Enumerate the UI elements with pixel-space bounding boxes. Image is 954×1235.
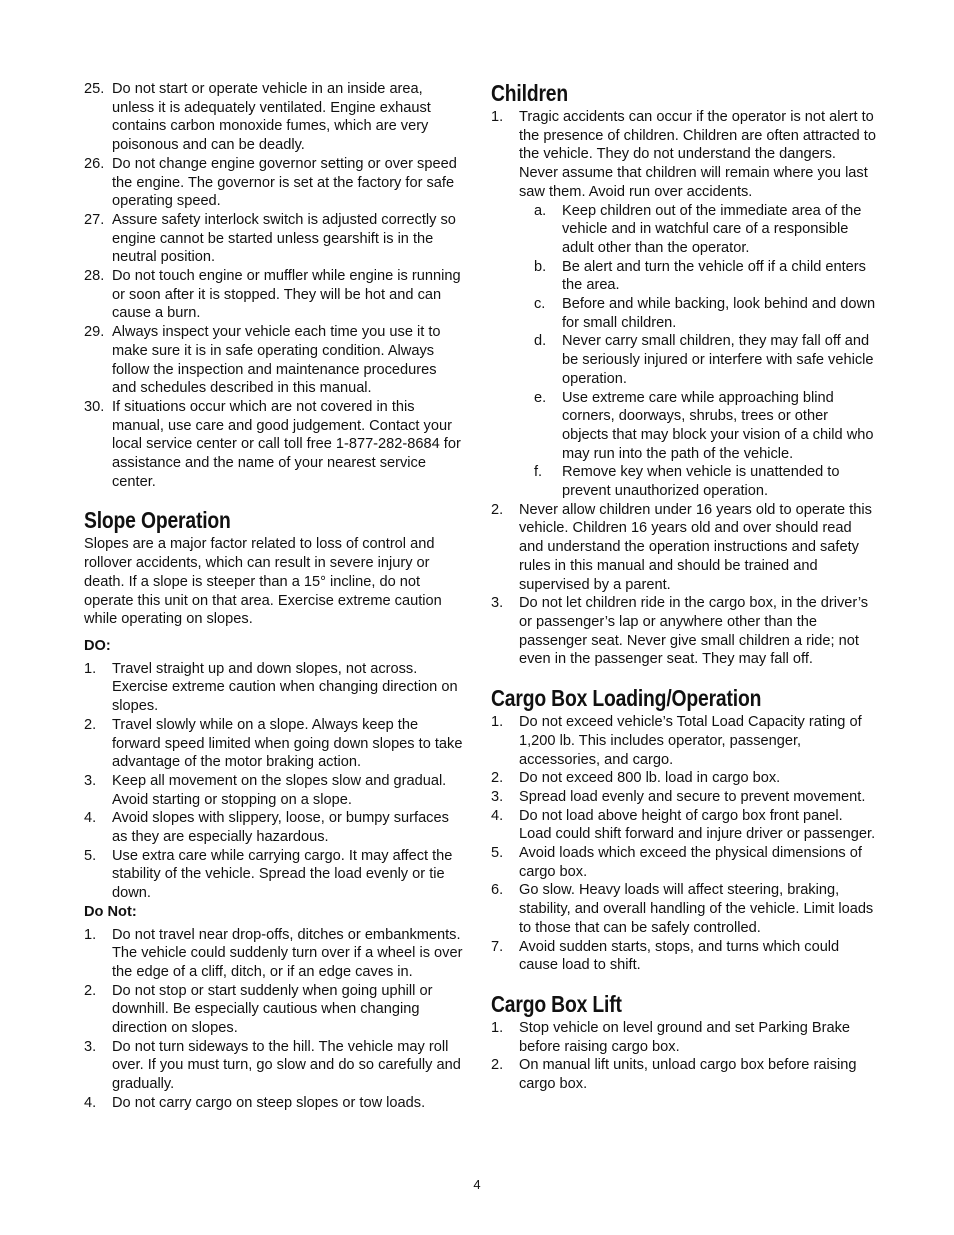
sub-list-item: c. Before and while backing, look behind and down for small children. — [534, 296, 876, 331]
list-item: 1. Do not exceed vehicle’s Total Load Capacity rating of 1,200 lb. This includes operator, passenger, accessories, and cargo. — [491, 714, 862, 768]
sub-list-item: d. Never carry small children, they may fall off and be seriously injured or interfere with safe vehicle operation. — [534, 333, 874, 387]
page-number: 4 — [473, 1177, 481, 1192]
right-column — [491, 80, 877, 1094]
slope-operation-heading: Slope Operation — [84, 507, 231, 534]
list-item: 5. Avoid loads which exceed the physical dimensions of cargo box. — [491, 845, 862, 880]
list-item: 3. Do not let children ride in the cargo box, in the driver’s or passenger’s lap or anywhere other than the passenger seat. Never give small children a ride; not even in the passenger seat. They may fall off. — [491, 595, 869, 668]
list-item: 6. Go slow. Heavy loads will affect steering, braking, stability, and overall handling of the vehicle. Limit loads to those that can be safely controlled. — [491, 882, 874, 936]
list-item: 4. Avoid slopes with slippery, loose, or bumpy surfaces as they are especially hazardous. — [84, 810, 449, 846]
list-item: 27. Assure safety interlock switch is adjusted correctly so engine cannot be started unless gearshift is in the neutral position. — [84, 211, 456, 266]
sub-list-item: b. Be alert and turn the vehicle off if a child enters the area. — [534, 258, 866, 294]
list-item: 3. Do not turn sideways to the hill. The vehicle may roll over. If you must turn, go slow and do so carefully and gradually. — [84, 1038, 461, 1093]
list-item: 2. Do not stop or start suddenly when going uphill or downhill. Be especially cautious when changing direction on slopes. — [84, 982, 433, 1037]
sub-list-item: e. Use extreme care while approaching blind corners, doorways, shrubs, trees or other objects that may block your vision of a child who may run into the path of the vehicle. — [534, 389, 874, 462]
list-item: 26. Do not change engine governor setting or over speed the engine. The governor is set at the factory for safe operating speed. — [84, 155, 457, 210]
list-item: 25. Do not start or operate vehicle in an inside area, unless it is adequately ventilated. Engine exhaust contains carbon monoxide fumes, which are very poisonous and can be deadly. — [84, 81, 431, 154]
list-item: 2. Do not exceed 800 lb. load in cargo box. — [491, 770, 781, 787]
list-item: 1. Do not travel near drop-offs, ditches or embankments. The vehicle could suddenly turn over if a wheel is over the edge of a cliff, ditch, or if an edge caves in. — [84, 926, 463, 980]
list-item: 28. Do not touch engine or muffler while engine is running or soon after it is stopped. They will be hot and can cause a burn. — [84, 268, 461, 322]
do-not-label: Do Not: — [84, 903, 137, 920]
list-item: 4. Do not load above height of cargo box front panel. Load could shift forward and injure driver or passenger. — [491, 807, 876, 843]
sub-list-item: a. Keep children out of the immediate area of the vehicle and in watchful care of a responsible adult other than the operator. — [534, 202, 862, 256]
left-column — [84, 80, 464, 1113]
cargo-box-lift-heading: Cargo Box Lift — [491, 990, 622, 1017]
list-item: 4. Do not carry cargo on steep slopes or tow loads. — [84, 1094, 426, 1111]
cargo-box-loading-heading: Cargo Box Loading/Operation — [491, 685, 762, 712]
list-item: 1. Stop vehicle on level ground and set Parking Brake before raising cargo box. — [491, 1019, 850, 1055]
do-label: DO: — [84, 637, 111, 654]
list-item: 3. Spread load evenly and secure to prevent movement. — [491, 788, 866, 805]
sub-list-item: f. Remove key when vehicle is unattended to prevent unauthorized operation. — [534, 464, 840, 500]
list-item: 3. Keep all movement on the slopes slow and gradual. Avoid starting or stopping on a slope. — [84, 772, 447, 808]
children-heading: Children — [491, 80, 569, 106]
list-item: 2. Travel slowly while on a slope. Always keep the forward speed limited when going down slopes to take advantage of the motor braking action. — [84, 716, 463, 771]
list-item: 29. Always inspect your vehicle each time you use it to make sure it is in safe operating condition. Always follow the inspection and maintenance procedures and schedules described in this manual. — [84, 324, 441, 397]
list-item: 2. Never allow children under 16 years old to operate this vehicle. Children 16 years old and over should read and understand the operation instructions and safety rules in this manual and should be trained and supervised by a parent. — [491, 501, 872, 593]
list-item: 7. Avoid sudden starts, stops, and turns which could cause load to shift. — [491, 938, 840, 974]
list-item: 5. Use extra care while carrying cargo. It may affect the stability of the vehicle. Spread the load evenly or tie down. — [84, 847, 453, 902]
list-item: 1. Travel straight up and down slopes, not across. Exercise extreme caution when changing direction on slopes. — [84, 660, 458, 715]
slope-intro-paragraph: Slopes are a major factor related to loss of control and rollover accidents, which can result in severe injury or death. If a slope is steeper than a 15° incline, do not operate this unit on that area. Exercise extreme caution while operating on slopes. — [84, 536, 442, 628]
list-item: 2. On manual lift units, unload cargo box before raising cargo box. — [491, 1057, 857, 1093]
list-item: 30. If situations occur which are not covered in this manual, use care and good judgement. Contact your local service center or call toll free 1-877-282-8684 for assistance and the name of your nearest service center. — [84, 398, 461, 490]
list-item: 1. Tragic accidents can occur if the operator is not alert to the presence of children. Children are often attracted to the vehicle. They do not understand the dangers. Never assume that children will remain where you last saw them. Avoid run over accidents. — [491, 109, 876, 200]
